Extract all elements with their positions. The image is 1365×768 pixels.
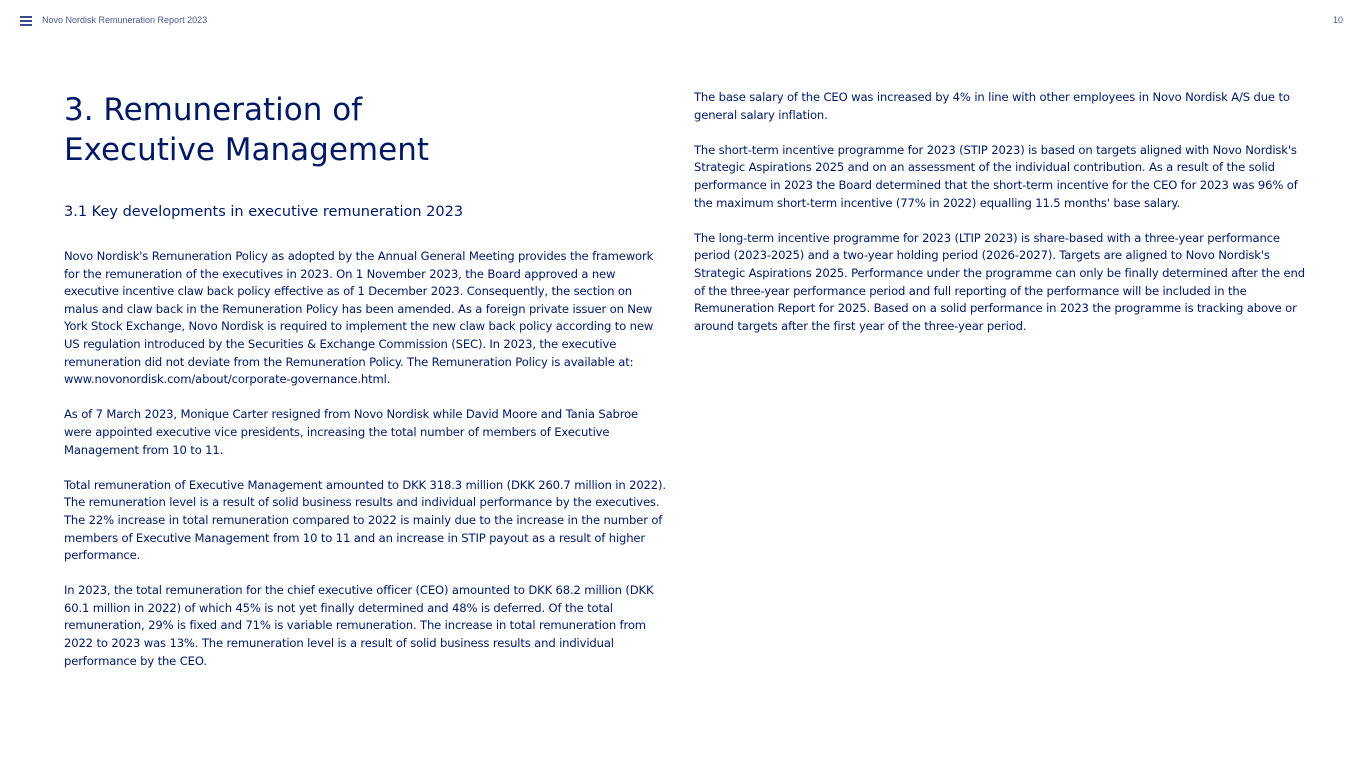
paragraph-ceo-remuneration: In 2023, the total remuneration for the chief executive officer (CEO) amounted to DKK 68.2 million (DKK 60.1 million in 2022) of which 45% is not yet finally determined and 48% is deferred. Of the total remuneration, 29% is fixed and 71% is variable remuneration. The increase in total remuneration from 2022 to 2023 was 13%. The remuneration level is a result of solid business results and individual performance by the CEO. <box>64 583 654 668</box>
report-title: Novo Nordisk Remuneration Report 2023 <box>42 15 208 25</box>
paragraph-ltip: The long-term incentive programme for 2023 (LTIP 2023) is share-based with a three-year performance period (2023-2025) and a two-year holding period (2026-2027). Targets are aligned to Novo Nordisk's Strategic Aspirations 2025. Performance under the programme can only be finally determined after the end of the three-year performance period and full reporting of the performance will be included in the Remuneration Report for 2025. Based on a solid performance in 2023 the programme is tracking above or around targets after the first year of the three-year period. <box>694 230 1305 333</box>
paragraph-executive-changes: As of 7 March 2023, Monique Carter resigned from Novo Nordisk while David Moore and Tania Sabroe were appointed executive vice presidents, increasing the total number of members of Executive Management from 10 to 11. <box>64 407 639 457</box>
section-title-line-2: Executive Management <box>64 132 429 168</box>
top-bar <box>0 0 1365 44</box>
paragraph-total-remuneration: Total remuneration of Executive Management amounted to DKK 318.3 million (DKK 260.7 million in 2022). The remuneration level is a result of solid business results and individual performance by the executives. The 22% increase in total remuneration compared to 2022 is mainly due to the increase in the number of members of Executive Management from 10 to 11 and an increase in STIP payout as a result of higher performance. <box>64 477 666 563</box>
section-title <box>64 90 668 170</box>
left-column <box>64 90 668 688</box>
hamburger-menu-icon[interactable] <box>20 16 32 26</box>
section-title-line-1: 3. Remuneration of <box>64 92 363 128</box>
paragraph-base-salary: The base salary of the CEO was increased by 4% in line with other employees in Novo Nordisk A/S due to general salary inflation. <box>694 90 1290 122</box>
paragraph-stip: The short-term incentive programme for 2023 (STIP 2023) is based on targets aligned with Novo Nordisk's Strategic Aspirations 2025 and on an assessment of the individual contribution. As a result of the solid performance in 2023 the Board determined that the short-term incentive for the CEO for 2023 was 96% of the maximum short-term incentive (77% in 2022) equalling 11.5 months' base salary. <box>694 142 1298 210</box>
paragraph-remuneration-policy: Novo Nordisk's Remuneration Policy as adopted by the Annual General Meeting provides the framework for the remuneration of the executives in 2023. On 1 November 2023, the Board approved a new executive incentive claw back policy effective as of 1 December 2023. Consequently, the section on malus and claw back in the Remuneration Policy has been amended. As a foreign private issuer on New York Stock Exchange, Novo Nordisk is required to implement the new claw back policy according to new US regulation introduced by the Securities & Exchange Commission (SEC). In 2023, the executive remuneration did not deviate from the Remuneration Policy. The Remuneration Policy is available at: www.novonordisk.com/about/corporate-governance.html. <box>64 249 654 387</box>
left-body-text <box>64 248 668 670</box>
subsection-title: 3.1 Key developments in executive remuneration 2023 <box>64 204 464 220</box>
page-number: 10 <box>1332 15 1343 25</box>
right-column <box>694 89 1306 353</box>
